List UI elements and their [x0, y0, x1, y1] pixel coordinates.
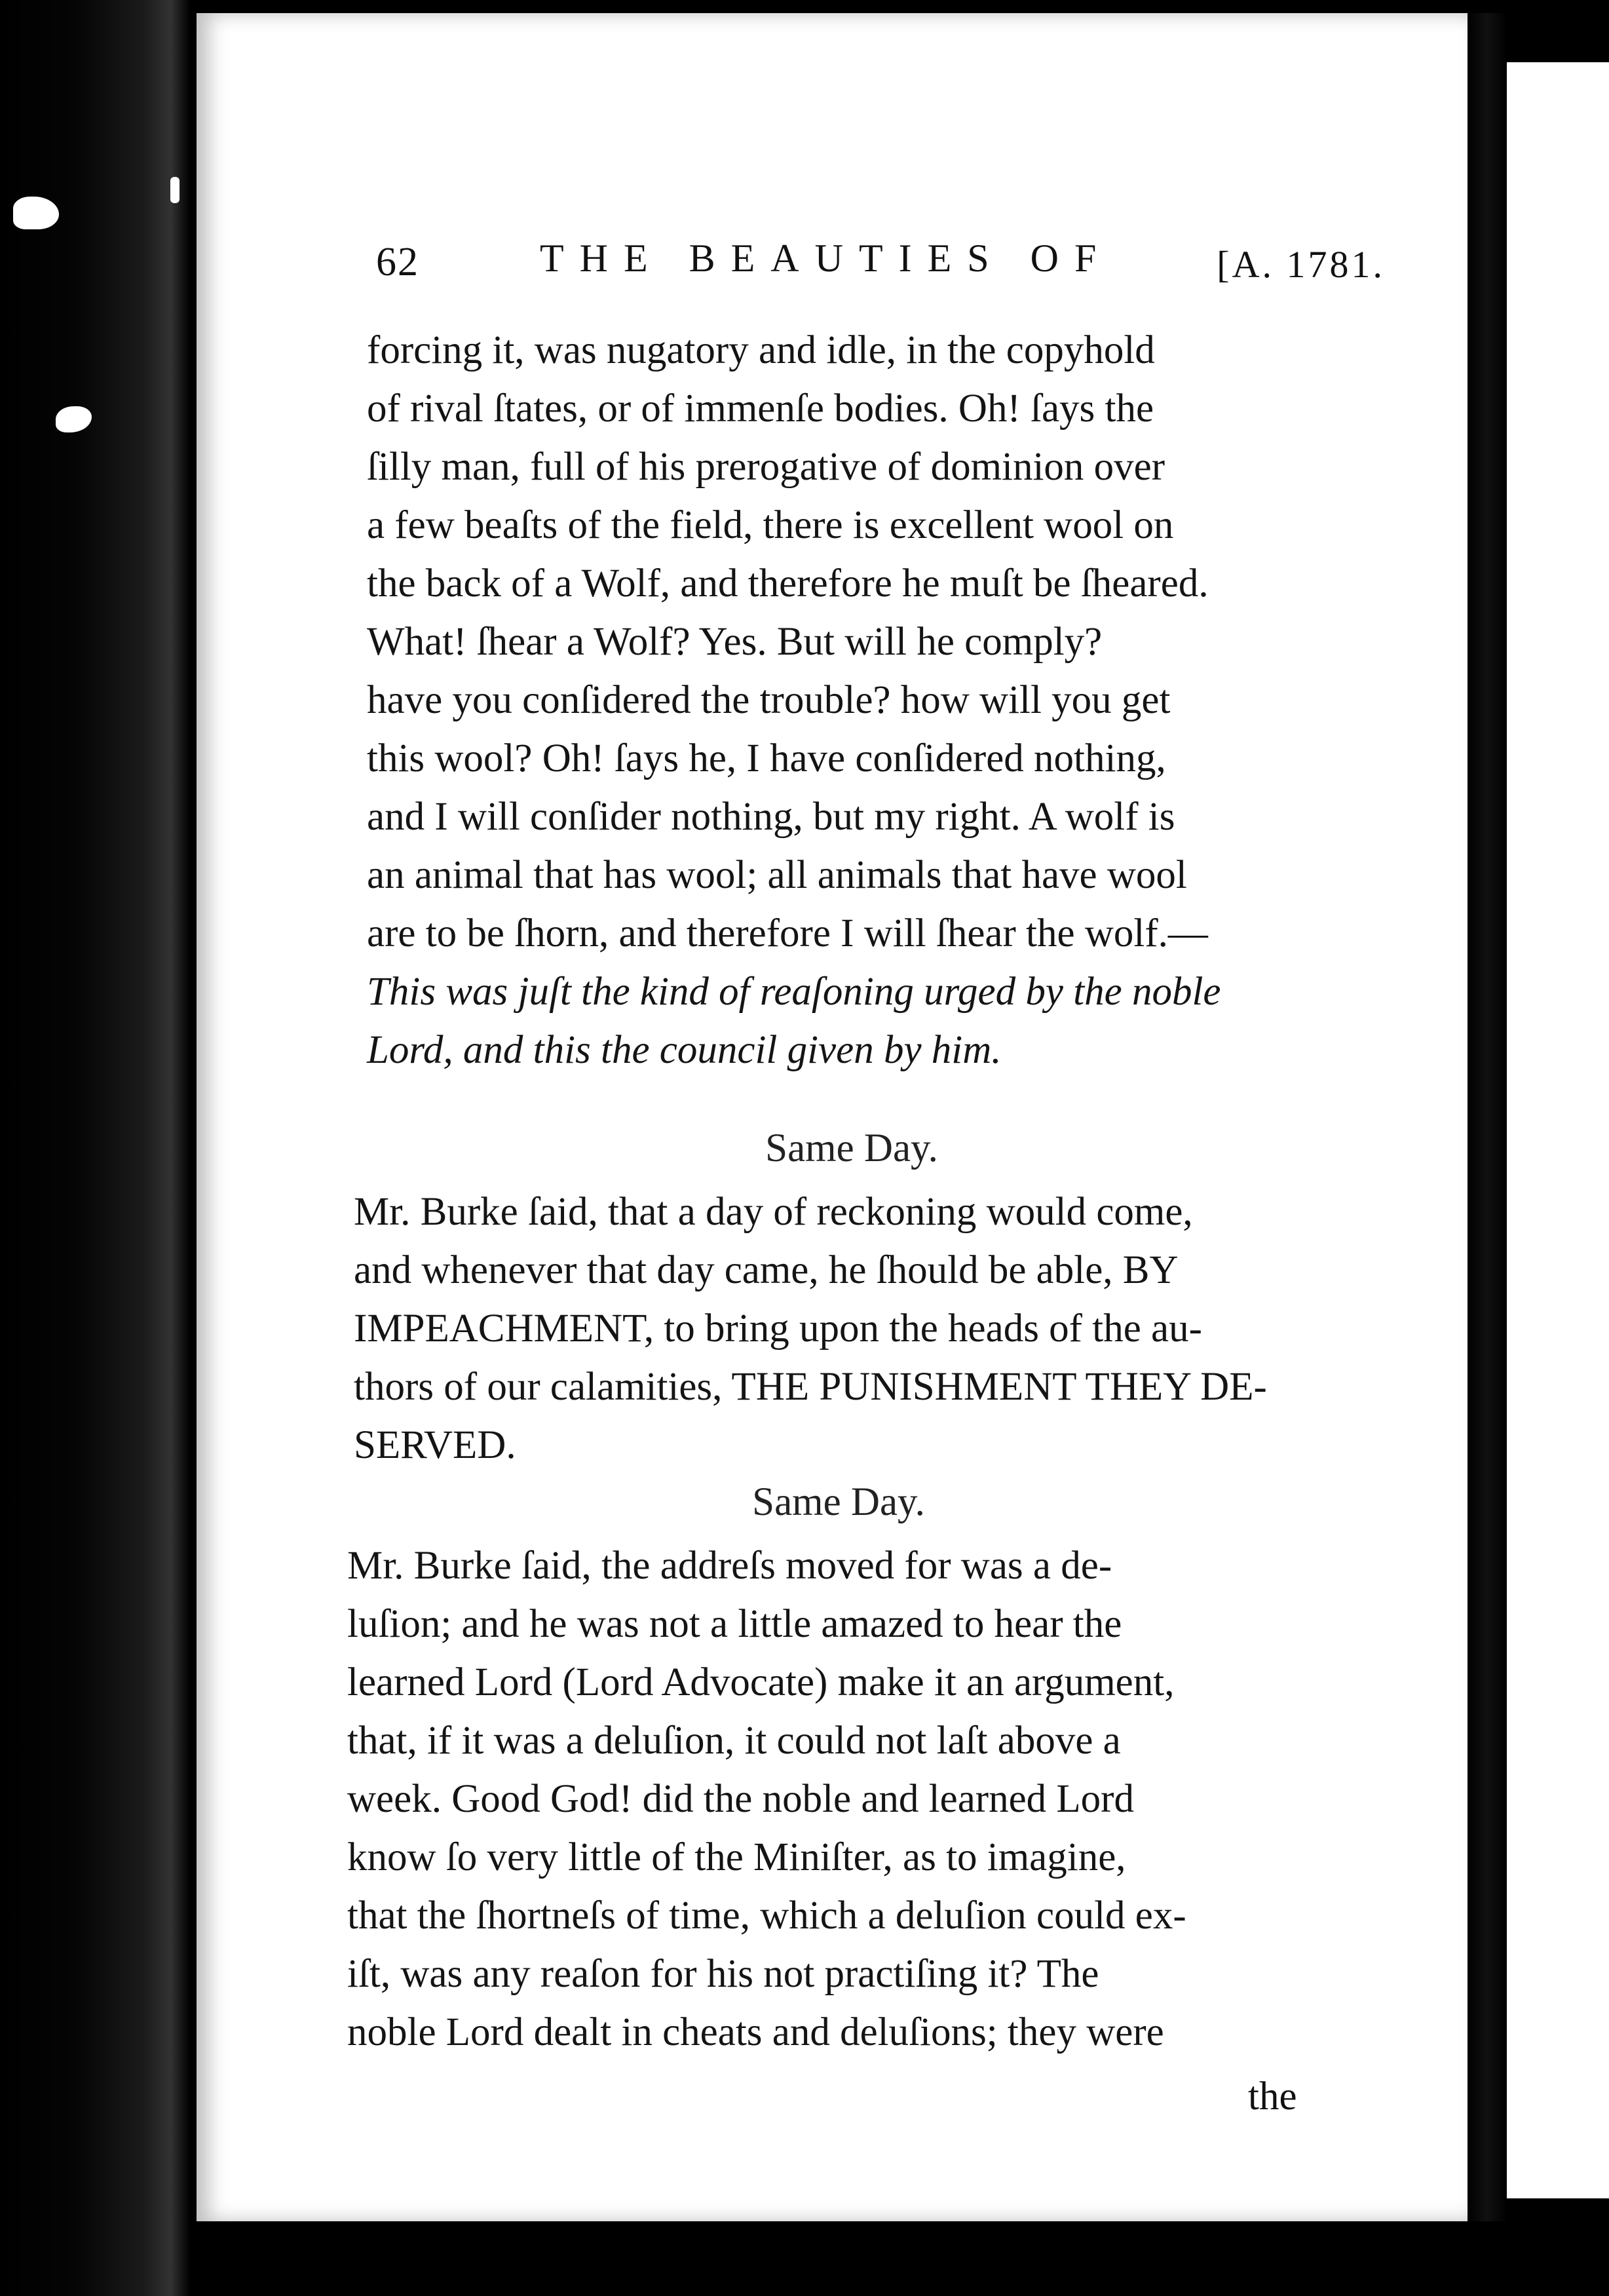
running-date: [A. 1781. [1217, 243, 1385, 286]
paper-speck [13, 197, 59, 229]
text-line: noble Lord dealt in cheats and deluſions; they were [347, 2010, 1164, 2054]
paragraph-reckoning [354, 1183, 1340, 1474]
text-line: of rival ſtates, or of immenſe bodies. Oh! ſays the [367, 387, 1154, 430]
text-line: This was juſt the kind of reaſoning urged by the noble [367, 970, 1221, 1014]
text-line: know ſo very little of the Miniſter, as to imagine, [347, 1835, 1126, 1879]
section-heading: Same Day. [765, 1126, 938, 1170]
text-line: Lord, and this the council given by him. [367, 1028, 1002, 1072]
text-line: a few beaſts of the field, there is excellent wool on [367, 503, 1174, 547]
text-line: luſion; and he was not a little amazed to hear the [347, 1602, 1122, 1646]
text-line: the back of a Wolf, and therefore he muſt be ſheared. [367, 562, 1209, 605]
text-line: iſt, was any reaſon for his not practiſing it? The [347, 1952, 1099, 1996]
text-line: are to be ſhorn, and therefore I will ſhear the wolf.— [367, 911, 1208, 955]
text-line: Mr. Burke ſaid, that a day of reckoning would come, [354, 1190, 1193, 1234]
text-line: an animal that has wool; all animals that have wool [367, 853, 1187, 897]
section-heading: Same Day. [752, 1480, 925, 1524]
text-line: this wool? Oh! ſays he, I have conſidered nothing, [367, 737, 1166, 780]
book-spine [0, 0, 190, 2296]
text-line: ſilly man, full of his prerogative of dominion over [367, 445, 1165, 489]
text-line: thors of our calamities, THE PUNISHMENT THEY DE- [354, 1365, 1267, 1409]
text-line: that, if it was a deluſion, it could not laſt above a [347, 1719, 1121, 1763]
text-line: Mr. Burke ſaid, the addreſs moved for was a de- [347, 1544, 1112, 1588]
text-line: learned Lord (Lord Advocate) make it an argument, [347, 1660, 1175, 1704]
adjacent-page [1507, 62, 1609, 2198]
text-line: SERVED. [354, 1423, 516, 1467]
paper-speck [170, 177, 180, 203]
text-line: forcing it, was nugatory and idle, in the copyhold [367, 328, 1155, 372]
text-line: have you conſidered the trouble? how will you get [367, 678, 1171, 722]
catchword: the [1248, 2075, 1297, 2118]
running-title: THE BEAUTIES OF [540, 237, 1112, 280]
text-line: What! ſhear a Wolf? Yes. But will he comply? [367, 620, 1103, 664]
text-line: IMPEACHMENT, to bring upon the heads of the au- [354, 1307, 1202, 1350]
paragraph-delusion [347, 1537, 1330, 2061]
page-gutter [1467, 13, 1507, 2221]
text-line: and whenever that day came, he ſhould be able, BY [354, 1248, 1179, 1292]
running-head [376, 226, 1385, 285]
paragraph-wolf [367, 321, 1363, 1079]
text-line: that the ſhortneſs of time, which a deluſion could ex- [347, 1894, 1186, 1938]
text-line: week. Good God! did the noble and learned Lord [347, 1777, 1134, 1821]
page-number: 62 [376, 240, 419, 284]
text-line: and I will conſider nothing, but my right. A wolf is [367, 795, 1175, 839]
